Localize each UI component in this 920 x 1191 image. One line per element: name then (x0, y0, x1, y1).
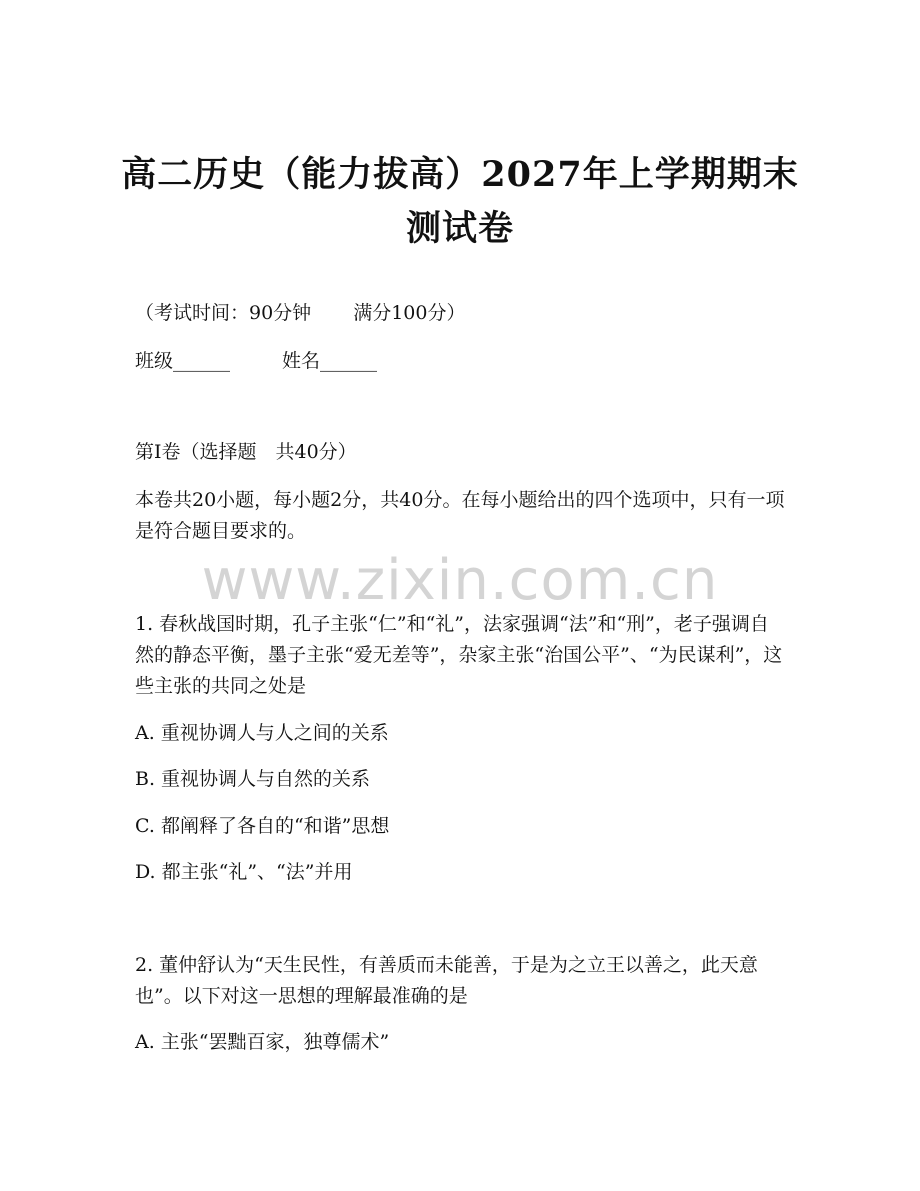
class-field: 班级______ (135, 350, 231, 372)
exam-time: （考试时间：90分钟 (135, 302, 312, 324)
question-2-option-a: A. 主张“罢黜百家，独尊儒术” (135, 1031, 390, 1053)
exam-info-line (135, 298, 785, 329)
page-title: 高二历史（能力拔高）2027年上学期期末测试卷 (121, 154, 799, 249)
question-1-option-c: C. 都阐释了各自的“和谐”思想 (135, 815, 390, 837)
section-heading: 第Ⅰ卷（选择题 共40分） (135, 441, 357, 463)
question-1-option-b: B. 重视协调人与自然的关系 (135, 768, 371, 790)
student-info-line (135, 346, 785, 377)
question-1-option-a: A. 重视协调人与人之间的关系 (135, 722, 389, 744)
question-2-stem: 2. 董仲舒认为“天生民性，有善质而未能善，于是为之立王以善之，此天意也”。以下对这一思想的理解最准确的是 (135, 954, 758, 1007)
section-instructions: 本卷共20小题，每小题2分，共40分。在每小题给出的四个选项中，只有一项是符合题目要求的。 (135, 489, 785, 542)
question-1-stem: 1. 春秋战国时期，孔子主张“仁”和“礼”，法家强调“法”和“刑”，老子强调自然的静态平衡，墨子主张“爱无差等”，杂家主张“治国公平”、“为民谋利”，这些主张的共同之处是 (135, 613, 783, 697)
name-field: 姓名______ (282, 350, 378, 372)
watermark: www.zixin.com.cn (201, 548, 719, 613)
question-1-option-d: D. 都主张“礼”、“法”并用 (135, 861, 353, 883)
full-score: 满分100分） (353, 302, 466, 324)
